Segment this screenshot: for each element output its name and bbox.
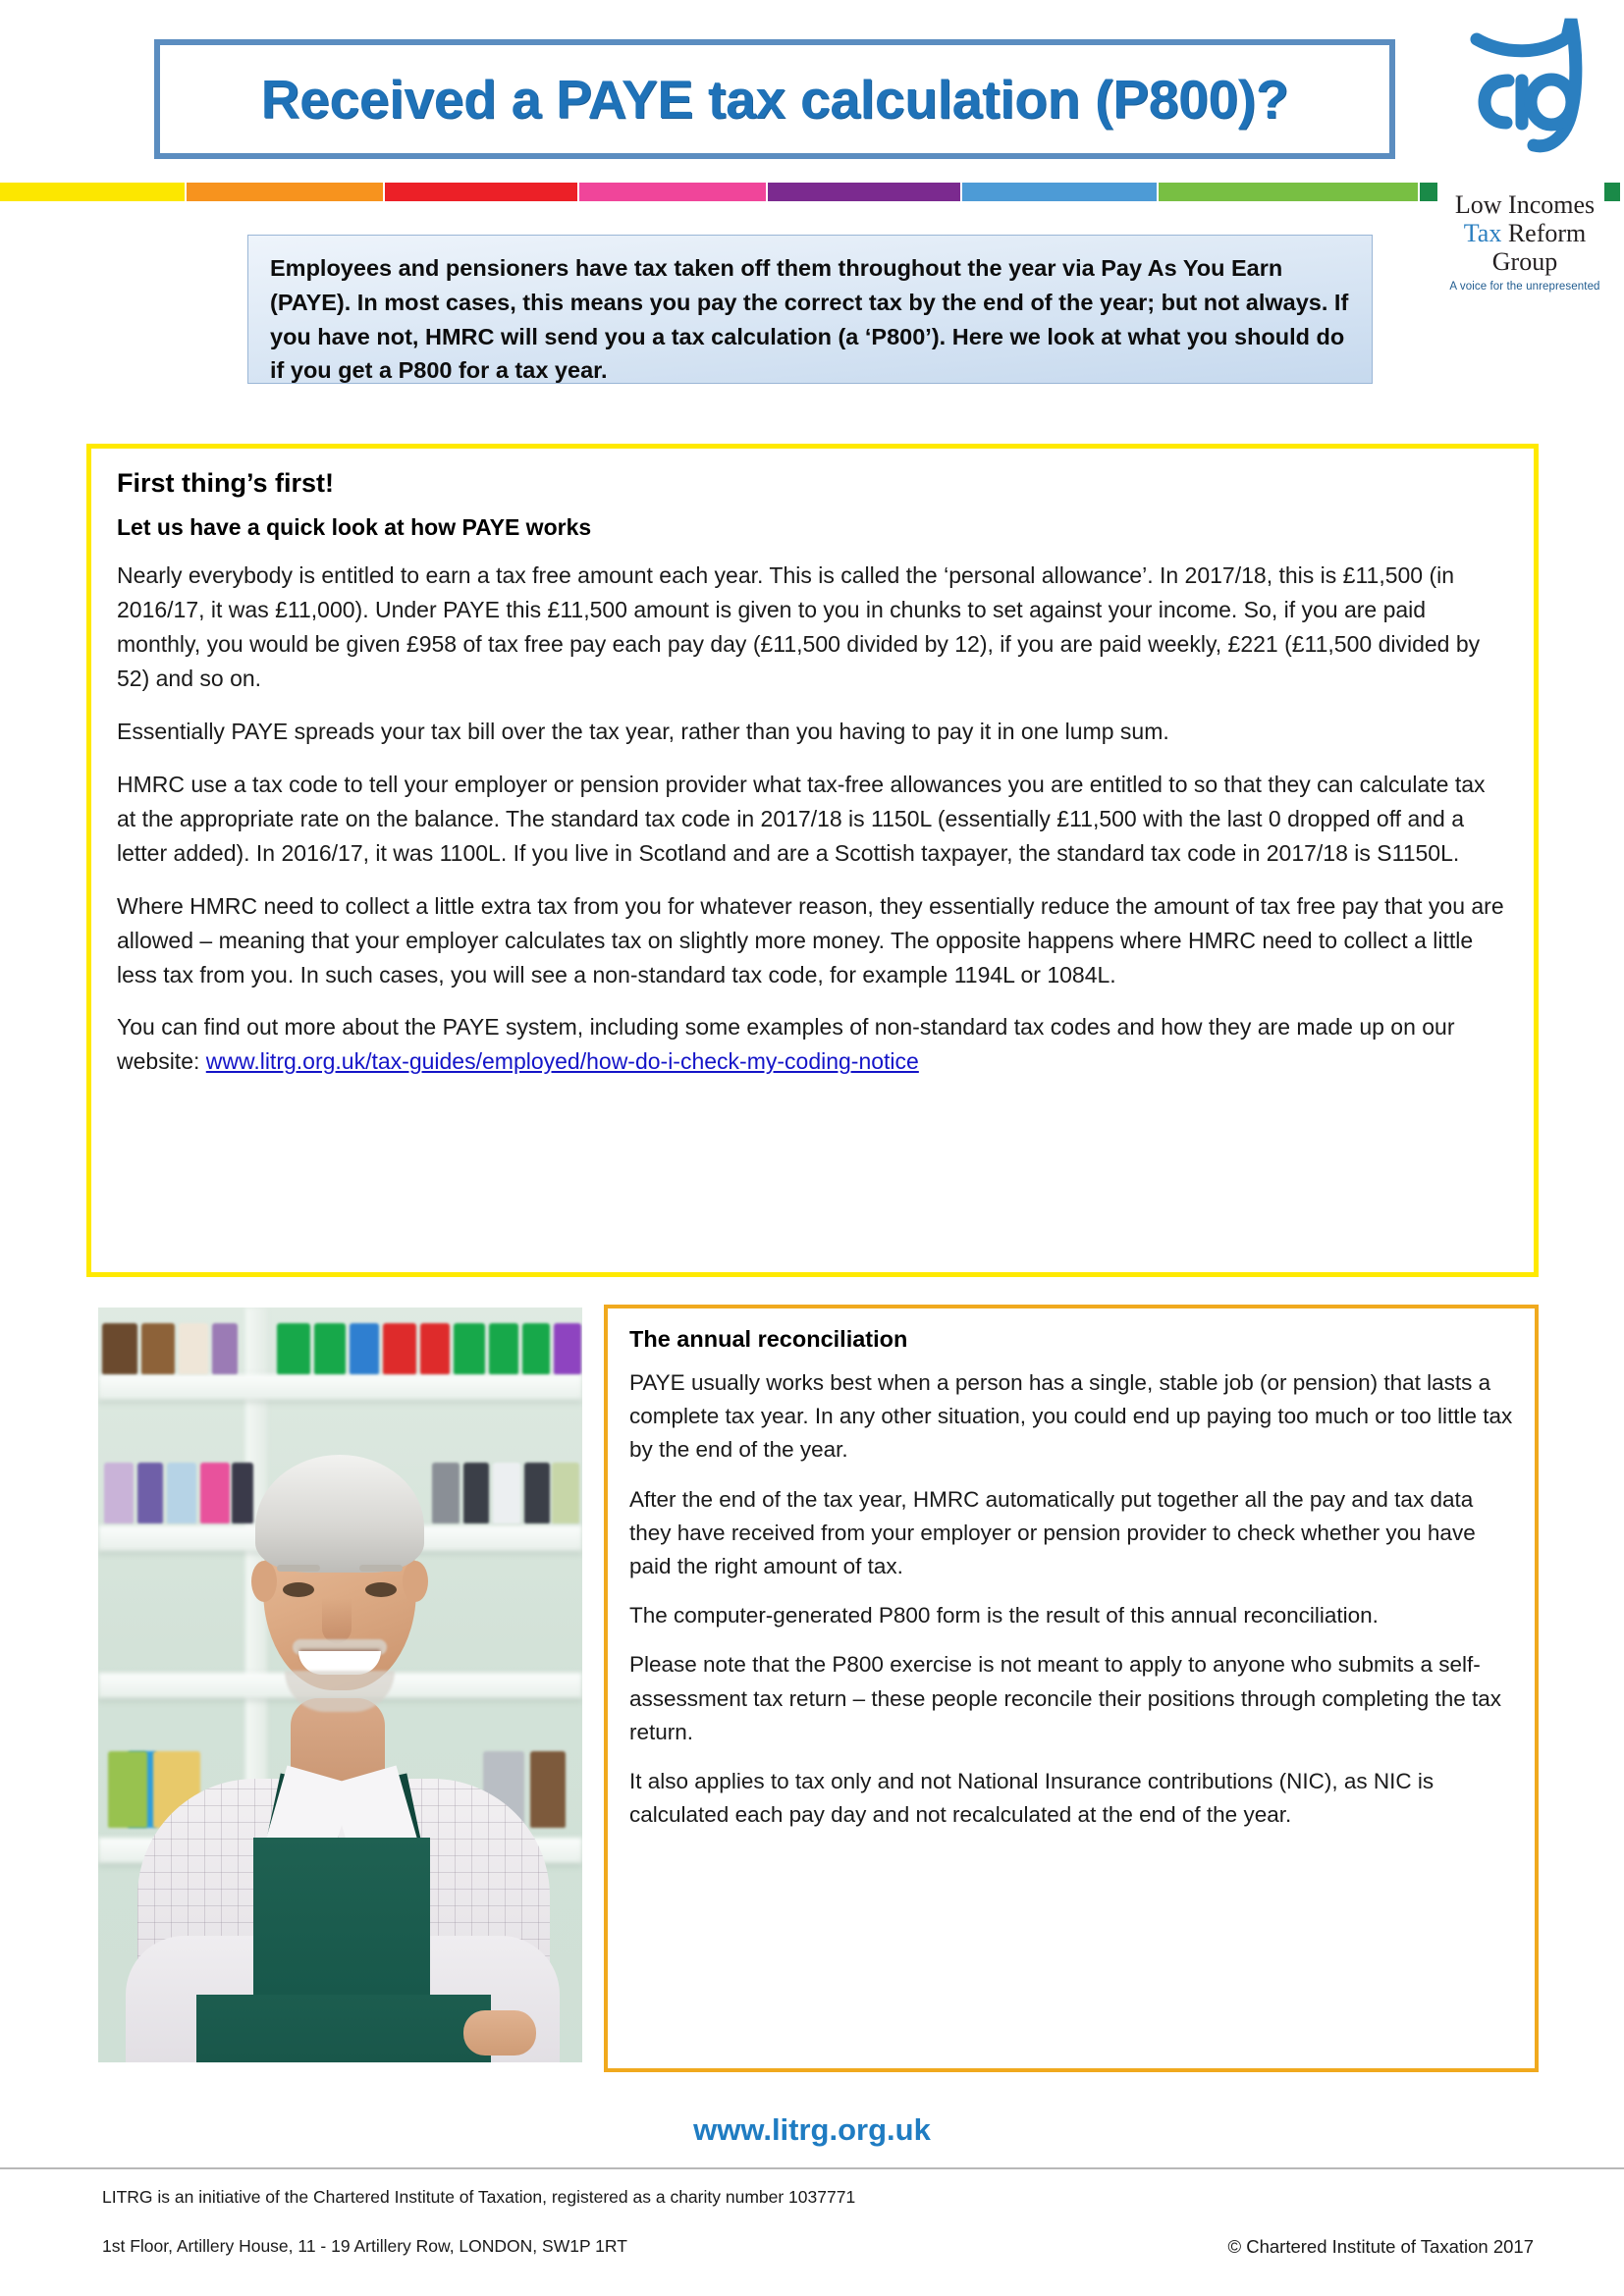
footer-copyright: © Chartered Institute of Taxation 2017 <box>1227 2236 1534 2257</box>
stripe-segment-dark-green-right <box>1604 183 1620 201</box>
logo-line-1: Low Incomes <box>1454 190 1596 219</box>
shopkeeper-photo <box>98 1308 582 2062</box>
photo-product-item <box>102 1323 137 1374</box>
paragraph: HMRC use a tax code to tell your employer or pension provider what tax-free allowances you are entitled to so that they can calculate tax at the appropriate rate on the balance. The standard tax code in 2017/18 is 1150L (essentially £11,500 with the last 0 dropped off and a letter added). In 2016/17, it was 1100L. If you live in Scotland and are a Scottish taxpayer, the standard tax code in 2017/18 is S1150L. <box>117 771 1486 866</box>
photo-product-item <box>200 1463 230 1523</box>
logo-tagline: A voice for the unrepresented <box>1449 281 1600 294</box>
paragraph: Nearly everybody is entitled to earn a tax free amount each year. This is called the ‘personal allowance’. In 2017/18, this is £11,500 (in 2016/17, it was £11,000). Under PAYE this £11,500 amount is given to you in chunks to set against your income. So, if you are paid monthly, you would be given £958 of tax free pay each pay day (£11,500 divided by 12), if you are paid weekly, £221 (£11,500 divided by 52) and so on. <box>117 562 1481 691</box>
paragraph: Essentially PAYE spreads your tax bill over the tax year, rather than you having to pay it in one lump sum. <box>117 718 1169 744</box>
photo-person-ear <box>403 1561 428 1602</box>
stripe-segment-dark-green <box>1420 183 1437 201</box>
stripe-segment-orange <box>187 183 383 201</box>
brand-colour-stripe <box>0 183 1624 201</box>
photo-product-item <box>314 1323 346 1374</box>
photo-product-item <box>432 1463 460 1523</box>
photo-person-eyebrow <box>359 1565 403 1572</box>
photo-product-item <box>463 1463 489 1523</box>
ciot-owl-icon <box>1447 12 1604 184</box>
paragraph-with-link <box>117 1010 1508 1079</box>
stripe-segment-red <box>385 183 577 201</box>
logo-wordmark <box>1435 190 1614 294</box>
photo-product-item <box>420 1323 450 1374</box>
annual-reconciliation-panel <box>604 1305 1539 2072</box>
photo-product-item <box>167 1463 196 1523</box>
litrg-logo <box>1435 12 1614 316</box>
page-title-banner <box>154 39 1395 159</box>
photo-person-ear <box>251 1561 277 1602</box>
photo-product-item <box>277 1323 310 1374</box>
intro-text: Employees and pensioners have tax taken off them throughout the year via Pay As You Earn (PAYE). In most cases, this means you pay the correct tax by the end of the year; but not always. If you have not, HMRC will send you a tax calculation (a ‘P800’). Here we look at what you should do if you get a P800 for a tax year. <box>270 255 1349 384</box>
photo-person-eye <box>283 1582 314 1597</box>
photo-product-item <box>104 1463 134 1523</box>
page-title: Received a PAYE tax calculation (P800)? <box>260 69 1289 130</box>
first-things-first-panel <box>86 444 1539 1277</box>
coding-notice-link[interactable]: www.litrg.org.uk/tax-guides/employed/how-do-i-check-my-coding-notice <box>205 1048 919 1075</box>
footer-divider <box>0 2167 1624 2169</box>
photo-product-item <box>232 1463 253 1523</box>
paragraph: PAYE usually works best when a person has a single, stable job (or pension) that lasts a complete tax year. In any other situation, you could end up paying too much or too little tax by the end of the year. <box>629 1370 1513 1463</box>
paragraph: The computer-generated P800 form is the result of this annual reconciliation. <box>629 1603 1379 1629</box>
stripe-segment-pink <box>579 183 766 201</box>
photo-apron-body <box>196 1995 491 2062</box>
stripe-segment-green <box>1159 183 1418 201</box>
photo-person-nose <box>322 1598 352 1643</box>
photo-product-item <box>522 1323 550 1374</box>
photo-product-item <box>179 1323 208 1374</box>
photo-product-item <box>530 1751 566 1828</box>
paragraph: After the end of the tax year, HMRC automatically put together all the pay and tax data they have received from your employer or pension provider to check whether you have paid the right amount of tax. <box>629 1486 1476 1578</box>
footer-charity-text: LITRG is an initiative of the Chartered Institute of Taxation, registered as a charity number 1037771 <box>102 2187 856 2207</box>
photo-product-item <box>554 1323 581 1374</box>
photo-apron-bib <box>253 1838 430 2014</box>
photo-product-item <box>524 1463 550 1523</box>
photo-product-item <box>489 1323 518 1374</box>
footer-website-url[interactable]: www.litrg.org.uk <box>693 2112 931 2147</box>
stripe-segment-purple <box>768 183 960 201</box>
photo-product-item <box>383 1323 416 1374</box>
intro-panel <box>247 235 1373 384</box>
stripe-segment-blue <box>962 183 1157 201</box>
stripe-segment-yellow <box>0 183 185 201</box>
photo-product-item <box>350 1323 379 1374</box>
photo-person-eyebrow <box>277 1565 320 1572</box>
footer-address-text: 1st Floor, Artillery House, 11 - 19 Artillery Row, LONDON, SW1P 1RT <box>102 2236 627 2256</box>
photo-product-item <box>552 1463 579 1523</box>
logo-line-3: Group <box>1491 247 1558 277</box>
section-heading: First thing’s first! <box>117 468 334 498</box>
photo-person-hand <box>463 2010 536 2056</box>
photo-product-item <box>141 1323 175 1374</box>
photo-product-item <box>212 1323 238 1374</box>
paragraph: It also applies to tax only and not National Insurance contributions (NIC), as NIC is calculated each pay day and not recalculated at the end of the year. <box>629 1768 1435 1828</box>
paragraph: Please note that the P800 exercise is not meant to apply to anyone who submits a self-assessment tax return – these people reconcile their positions through completing the tax return. <box>629 1652 1502 1744</box>
paragraph-lead-text: You can find out more about the PAYE system, including some examples of non-standard tax codes and how they are made up on our website: <box>117 1014 1455 1075</box>
photo-product-item <box>493 1463 520 1523</box>
paragraph: Where HMRC need to collect a little extra tax from you for whatever reason, they essentially reduce the amount of tax free pay that you are allowed – meaning that your employer calculates tax on slightly more money. The opposite happens where HMRC need to collect a little less tax from you. In such cases, you will see a non-standard tax code, for example 1194L or 1084L. <box>117 892 1504 988</box>
logo-tax-word: Tax <box>1463 219 1502 248</box>
logo-line-2 <box>1435 219 1614 247</box>
photo-person-eye <box>365 1582 397 1597</box>
logo-reform-word: Reform <box>1501 219 1587 248</box>
photo-product-item <box>108 1751 147 1828</box>
reconciliation-heading: The annual reconciliation <box>629 1326 908 1352</box>
photo-shelf <box>98 1374 582 1400</box>
photo-product-item <box>454 1323 485 1374</box>
photo-product-item <box>137 1463 163 1523</box>
section-subheading: Let us have a quick look at how PAYE works <box>117 514 592 540</box>
